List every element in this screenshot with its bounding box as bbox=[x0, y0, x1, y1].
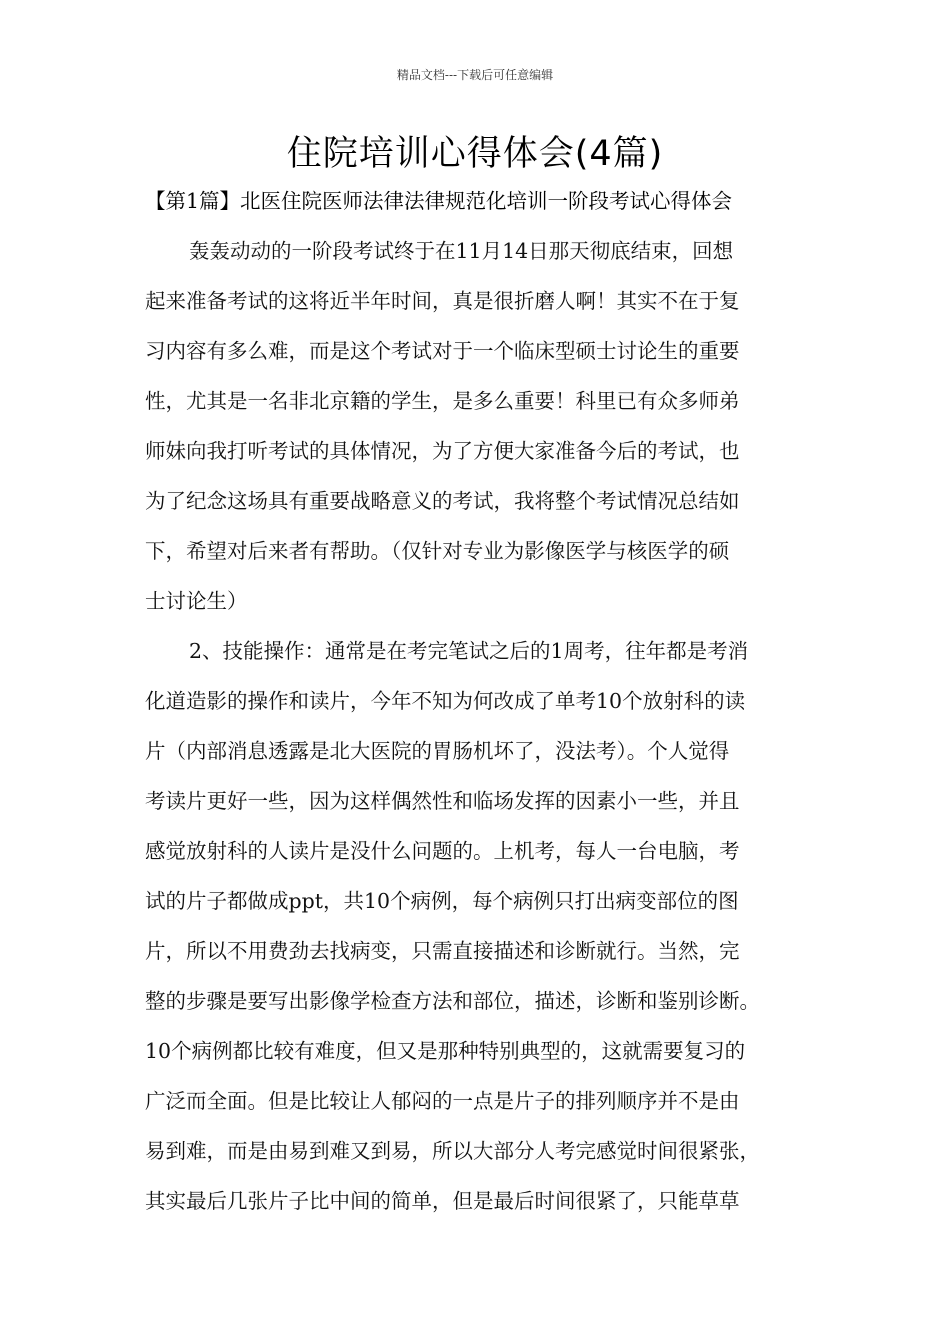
paragraph-line: 广泛而全面。但是比较让人郁闷的一点是片子的排列顺序并不是由 bbox=[145, 1089, 740, 1113]
paragraph-line: 为了纪念这场具有重要战略意义的考试，我将整个考试情况总结如 bbox=[145, 489, 740, 513]
paragraph-line: 下，希望对后来者有帮助。（仅针对专业为影像医学与核医学的硕 bbox=[145, 539, 730, 563]
paragraph-line: 感觉放射科的人读片是没什么问题的。上机考，每人一台电脑，考 bbox=[145, 839, 740, 863]
paragraph-line: 片，所以不用费劲去找病变，只需直接描述和诊断就行。当然，完 bbox=[145, 939, 740, 963]
paragraph-line: 士讨论生） bbox=[145, 589, 248, 613]
paragraph-line: 起来准备考试的这将近半年时间，真是很折磨人啊！其实不在于复 bbox=[145, 289, 740, 313]
paragraph-line: 考读片更好一些，因为这样偶然性和临场发挥的因素小一些，并且 bbox=[145, 789, 740, 813]
paragraph-line: 习内容有多么难，而是这个考试对于一个临床型硕士讨论生的重要 bbox=[145, 339, 740, 363]
document-title: 住院培训心得体会(4篇) bbox=[286, 134, 664, 174]
paragraph-line: 化道造影的操作和读片，今年不知为何改成了单考10个放射科的读 bbox=[145, 689, 746, 713]
paragraph-2 bbox=[145, 626, 810, 1226]
section-heading: 【第1篇】北医住院医师法律法律规范化培训一阶段考试心得体会 bbox=[145, 189, 733, 213]
paragraph-line: 师妹向我打听考试的具体情况，为了方便大家准备今后的考试，也 bbox=[145, 439, 740, 463]
paragraph-1 bbox=[145, 226, 810, 626]
header-watermark: 精品文档---下载后可任意编辑 bbox=[396, 68, 554, 82]
paragraph-line: 整的步骤是要写出影像学检查方法和部位，描述，诊断和鉴别诊断。 bbox=[145, 989, 760, 1013]
paragraph-line: 2、技能操作：通常是在考完笔试之后的1周考，往年都是考消 bbox=[189, 639, 749, 663]
paragraph-line: 其实最后几张片子比中间的简单，但是最后时间很紧了，只能草草 bbox=[145, 1189, 740, 1213]
paragraph-line: 易到难，而是由易到难又到易，所以大部分人考完感觉时间很紧张， bbox=[145, 1139, 760, 1163]
paragraph-line: 试的片子都做成ppt，共10个病例，每个病例只打出病变部位的图 bbox=[145, 889, 739, 913]
paragraph-line: 片（内部消息透露是北大医院的胃肠机坏了，没法考）。个人觉得 bbox=[145, 739, 730, 763]
paragraph-line: 性，尤其是一名非北京籍的学生，是多么重要！科里已有众多师弟 bbox=[145, 389, 740, 413]
paragraph-line: 轰轰动动的一阶段考试终于在11月14日那天彻底结束，回想 bbox=[189, 239, 734, 263]
paragraph-line: 10个病例都比较有难度，但又是那种特别典型的，这就需要复习的 bbox=[145, 1039, 746, 1063]
